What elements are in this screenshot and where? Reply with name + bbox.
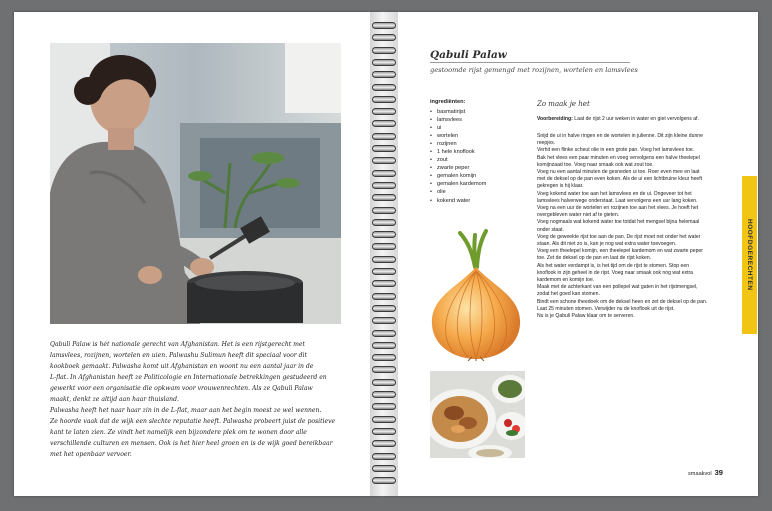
intro-line: kookboek gemaakt. Palwasha komt uit Afghanistan en woont nu een aantal jaar in de — [50, 363, 314, 370]
method-step-line: reepjes. — [537, 140, 556, 147]
spiral-ring — [372, 170, 396, 177]
method-steps — [537, 133, 725, 320]
intro-line: Qabuli Palaw is hét nationale gerecht van Afghanistan. Het is een rijstgerecht met — [50, 341, 305, 348]
method-step-line: Snijd de ui in halve ringen en de wortelen in julienne. Dit zijn kleine dunne — [537, 133, 703, 139]
spiral-ring — [372, 207, 396, 214]
page-footer — [688, 468, 723, 477]
ingredient-item: • wortelen — [430, 132, 486, 140]
spiral-ring — [372, 453, 396, 460]
intro-line: Palwasha heeft het naar haar zin in de L-flat, maar aan het begin moest ze wel wennen. — [50, 407, 322, 414]
footer-label: smaakvol — [688, 471, 712, 477]
spiral-ring — [372, 157, 396, 164]
method-step-line: Bindt een schone theedoek om de deksel heen en zet de deksel op de pan. — [537, 298, 708, 305]
spiral-ring — [372, 366, 396, 373]
ingredients-heading: ingrediënten: — [430, 99, 466, 105]
spiral-ring — [372, 280, 396, 287]
method-step-line: staan. Als dit niet zo is, kan je nog wat extra water toevoegen. — [537, 241, 677, 248]
spiral-ring — [372, 243, 396, 250]
method-step-line: Voeg nu een aantal minuten de gesneden ui toe. Roer even mee en laat — [537, 169, 700, 176]
ingredient-item: • olie — [430, 188, 486, 196]
method-step-line: onder staat. — [537, 226, 564, 233]
method-step-line: komijnzaad toe. Voeg naar smaak ook wat zout toe. — [537, 161, 654, 168]
spiral-ring — [372, 440, 396, 447]
method-step-line: knoflook in zijn geheel in de rijst. Voeg naar smaak ook nog wat extra — [537, 269, 694, 276]
ingredient-item: • basmatirijst — [430, 108, 486, 116]
spiral-ring — [372, 133, 396, 140]
preparation-note — [537, 116, 725, 123]
section-tab-label — [742, 176, 757, 334]
intro-line: Ze hoorde vaak dat de wijk een slechte reputatie heeft. Palwasha probeert juist de positieve — [50, 418, 336, 425]
ingredient-item: • rozijnen — [430, 140, 486, 148]
method-step-line: Voeg kokend water toe aan het lamsvlees en de ui. Ongeveer tot het — [537, 190, 692, 197]
spiral-ring — [372, 268, 396, 275]
method-step-line: Verhit een flinke scheut olie in een grote pan. Voeg het lamsvlees toe. — [537, 147, 695, 154]
ingredient-item: • lamsvlees — [430, 116, 486, 124]
spiral-ring — [372, 391, 396, 398]
spiral-ring — [372, 231, 396, 238]
preparation-label: Voorbereiding: — [537, 116, 573, 122]
section-tab-text: HOOFDGERECHTEN — [746, 219, 753, 291]
method-step-line: lamsvlees halverwege onderstaat. Laat vervolgens een uur lang koken. — [537, 197, 698, 204]
method-step-line: zodat het goed kan stomen. — [537, 291, 600, 298]
spiral-ring — [372, 96, 396, 103]
method-heading: Zo maak je het — [537, 100, 590, 108]
method-step-line: Voeg na een uur de wortelen en rozijnen toe aan het vlees. Je hoeft het — [537, 205, 699, 212]
method-step-line: Bak het vlees een paar minuten en voeg vervolgens een halve theelepel — [537, 154, 700, 161]
ingredient-item: • zout — [430, 156, 486, 164]
method-step-line: overgebleven water niet af te gieten. — [537, 212, 620, 219]
spiral-ring — [372, 71, 396, 78]
spiral-ring — [372, 182, 396, 189]
spiral-ring — [372, 403, 396, 410]
spiral-ring — [372, 194, 396, 201]
spiral-ring — [372, 477, 396, 484]
spiral-ring — [372, 465, 396, 472]
spiral-binding — [372, 22, 396, 488]
title-divider — [430, 62, 630, 63]
spiral-ring — [372, 145, 396, 152]
intro-line: gewerkt voor een organisatie die opkwam voor vrouwenrechten. Als ze Qabuli Palaw — [50, 385, 313, 392]
intro-line: kant te laten zien. Ze vindt het namelijk een bijzondere plek om te wonen door alle — [50, 429, 307, 436]
spiral-ring — [372, 108, 396, 115]
method-step-line: Voeg de geweekte rijst toe aan de pan. De rijst moet net onder het water — [537, 233, 701, 240]
method-step-line: toe. Zet de deksel op de pan en laat de rijst koken. — [537, 255, 652, 262]
intro-text — [50, 339, 350, 460]
spiral-ring — [372, 47, 396, 54]
ingredient-item: • ui — [430, 124, 486, 132]
spiral-ring — [372, 330, 396, 337]
spiral-ring — [372, 379, 396, 386]
method-step-line: Als het water verdampt is, is het tijd om de rijst te stomen. Stop een — [537, 262, 690, 269]
spiral-ring — [372, 354, 396, 361]
method-step-line: Maak met de achterkant van een pollepel wat gaten in het rijstmengsel, — [537, 284, 698, 291]
spiral-ring — [372, 317, 396, 324]
method-step-line: Nu is je Qabuli Palaw klaar om te serveren. — [537, 313, 635, 320]
recipe-title: Qabuli Palaw — [430, 49, 507, 61]
spiral-ring — [372, 416, 396, 423]
ingredient-item: • zwarte peper — [430, 164, 486, 172]
spiral-ring — [372, 22, 396, 29]
intro-line: verschillende culturen en mensen. Ook is het hier heel groen en is de wijk goed bereikbaar — [50, 440, 333, 447]
spiral-ring — [372, 428, 396, 435]
dish-photo — [430, 371, 525, 458]
spiral-ring — [372, 305, 396, 312]
method-step-line: met de deksel op de pan even koken. Als de ui een lichtbruine kleur heeft — [537, 176, 703, 183]
method-step-line: gekregen is hij klaar. — [537, 183, 584, 190]
intro-line: met het openbaar vervoer. — [50, 451, 132, 458]
recipe-subtitle: gestoomde rijst gemengd met rozijnen, wortelen en lamsvlees — [430, 66, 638, 74]
ingredients-list — [430, 108, 486, 205]
intro-line: L-flat. In Afghanistan heeft ze Politicologie en Internationale betrekkingen gestudeerd en — [50, 374, 327, 381]
onion-illustration — [428, 227, 524, 361]
intro-line: maakt, denkt ze altijd aan haar thuisland. — [50, 396, 179, 403]
spiral-ring — [372, 256, 396, 263]
spiral-ring — [372, 293, 396, 300]
spiral-ring — [372, 120, 396, 127]
spiral-ring — [372, 34, 396, 41]
method-step-line: Voeg nogmaals wat kokend water toe totdat het mengsel bijna helemaal — [537, 219, 700, 226]
ingredient-item: • gemalen kardemom — [430, 180, 486, 188]
ingredient-item: • 1 hele knoflook — [430, 148, 486, 156]
method-step-line: Voeg een theelepel komijn, een theelepel kardemom en wat zwarte peper — [537, 248, 703, 255]
cooking-photo — [50, 43, 341, 324]
method-step-line: kardemom en komijn toe. — [537, 277, 595, 284]
ingredient-item: • kokend water — [430, 197, 486, 205]
spiral-ring — [372, 59, 396, 66]
preparation-text: Laat de rijst 2 uur weken in water en giet vervolgens af. — [572, 116, 699, 122]
spiral-ring — [372, 219, 396, 226]
spiral-ring — [372, 342, 396, 349]
page-number: 39 — [714, 468, 723, 477]
spiral-ring — [372, 84, 396, 91]
ingredient-item: • gemalen komijn — [430, 172, 486, 180]
intro-line: lamsvlees, rozijnen, wortelen en uien. Palwashu Sulimun heeft dit speciaal voor dit — [50, 352, 307, 359]
method-step-line: Laat 25 minuten stomen. Verwijder nu de knoflook uit de rijst. — [537, 305, 675, 312]
